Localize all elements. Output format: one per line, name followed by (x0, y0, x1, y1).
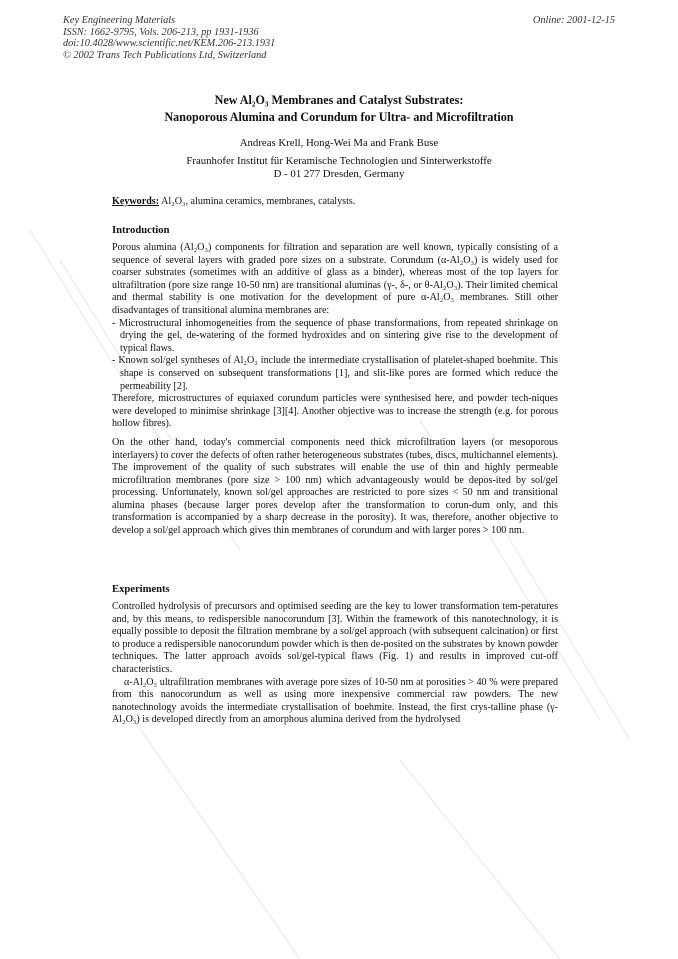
list-item: - Known sol/gel syntheses of Al₂O₃ include the intermediate crystallisation of platelet-shaped boehmite. This shape is conserved on subsequent transformations [1], and slit-like pores are formed which reduce the permeability [2]. (112, 355, 558, 392)
journal-header (63, 15, 275, 61)
affiliation-line-1: Fraunhofer Institut für Keramische Technologien und Sinterwerkstoffe (186, 155, 492, 167)
list-item: - Microstructural inhomogeneities from the sequence of phase transformations, from repeated shrinkage on drying the gel, de-watering of the formed hydroxides and on sintering give rise to the development of typical flaws. (112, 317, 558, 354)
introduction-body (112, 242, 558, 538)
title-line-1: New Al₂O₃ Membranes and Catalyst Substrates: (214, 93, 464, 107)
section-heading-experiments: Experiments (112, 584, 170, 595)
journal-name: Key Engineering Materials (63, 15, 176, 26)
title-line-2: Nanoporous Alumina and Corundum for Ultra- and Microfiltration (164, 110, 514, 124)
experiments-body (112, 601, 558, 727)
paragraph: Controlled hydrolysis of precursors and optimised seeding are the key to lower transformation tem-peratures and, by this means, to redispersible nanocorundum [3]. Within the framework of this nanotechnology, it is equally possible to deposit the filtration membrane by a sol/gel approach (with subsequent calcination) or first to produce a redispersible nanocorundum powder which is then de-posited on the substrates by known powder techniques. The latter approach avoids sol/gel-typical flaws (Fig. 1) and results in improved cut-off characteristics. (112, 601, 558, 675)
authors: Andreas Krell, Hong-Wei Ma and Frank Buse (239, 137, 439, 149)
keywords-text: Al₂O₃, alumina ceramics, membranes, catalysts. (159, 196, 356, 207)
affiliation-line-2: D - 01 277 Dresden, Germany (273, 168, 405, 180)
keywords (112, 196, 558, 209)
copyright-line: © 2002 Trans Tech Publications Ltd, Switzerland (63, 49, 267, 61)
author-block (0, 137, 678, 181)
online-date: Online: 2001-12-15 (532, 15, 615, 26)
doi-line[interactable]: doi:10.4028/www.scientific.net/KEM.206-213.1931 (63, 38, 276, 50)
paragraph: On the other hand, today's commercial components need thick microfiltration layers (or mesoporous interlayers) to cover the defects of often rather heterogeneous substrates (tubes, discs, multichannel elements). The improvement of the quality of such substrates will enable the use of thin and highly permeable microfiltration membranes (pore size > 100 nm) which advantageously would be depos-ited by sol/gel processing. Unfortunately, known sol/gel approaches are restricted to pore sizes < 50 nm and transitional alumina phases (because larger pores develop after the transformation to corun-dum only, and this transformation is accompanied by a sharp decrease in the porosity). It was, therefore, another objective to develop a sol/gel approach which gives thin membranes of corundum and with larger pores > 100 nm. (112, 436, 558, 537)
keywords-label: Keywords: (112, 196, 160, 207)
paragraph: Porous alumina (Al₂O₃) components for filtration and separation are well known, typically consisting of a sequence of several layers with graded pore sizes on a substrate. Corundum (α-Al₂O₃) is widely used for coarser substrates (sometimes with an additive of glass as a binder), whereas most of the top layers for ultrafiltration (pore size range 10-50 nm) are transitional aluminas (γ-, δ-, or θ-Al₂O₃). Their limited chemical and thermal stability is one motivation for the development of pure α-Al₂O₃ membranes. Still other disadvantages of transitional alumina membranes are: (112, 242, 558, 316)
paper-title (0, 92, 678, 126)
paragraph: α-Al₂O₃ ultrafiltration membranes with average pore sizes of 10-50 nm at porosities > 40 % were prepared from this nanocorundum as well as using more inexpensive commercial raw powders. The new nanotechnology avoids the intermediate crystallisation of boehmite. Instead, the first crys-talline phase (γ-Al₂O₃) is developed directly from an amorphous alumina derived from the hydrolysed (112, 676, 558, 726)
paragraph: Therefore, microstructures of equiaxed corundum particles were synthesised here, and powder tech-niques were developed to minimise shrinkage [3][4]. Another objective was to increase the strength (e.g. for porous hollow fibres). (112, 393, 558, 430)
issn-line: ISSN: 1662-9795, Vols. 206-213, pp 1931-1936 (63, 26, 259, 38)
section-heading-introduction: Introduction (112, 225, 170, 236)
